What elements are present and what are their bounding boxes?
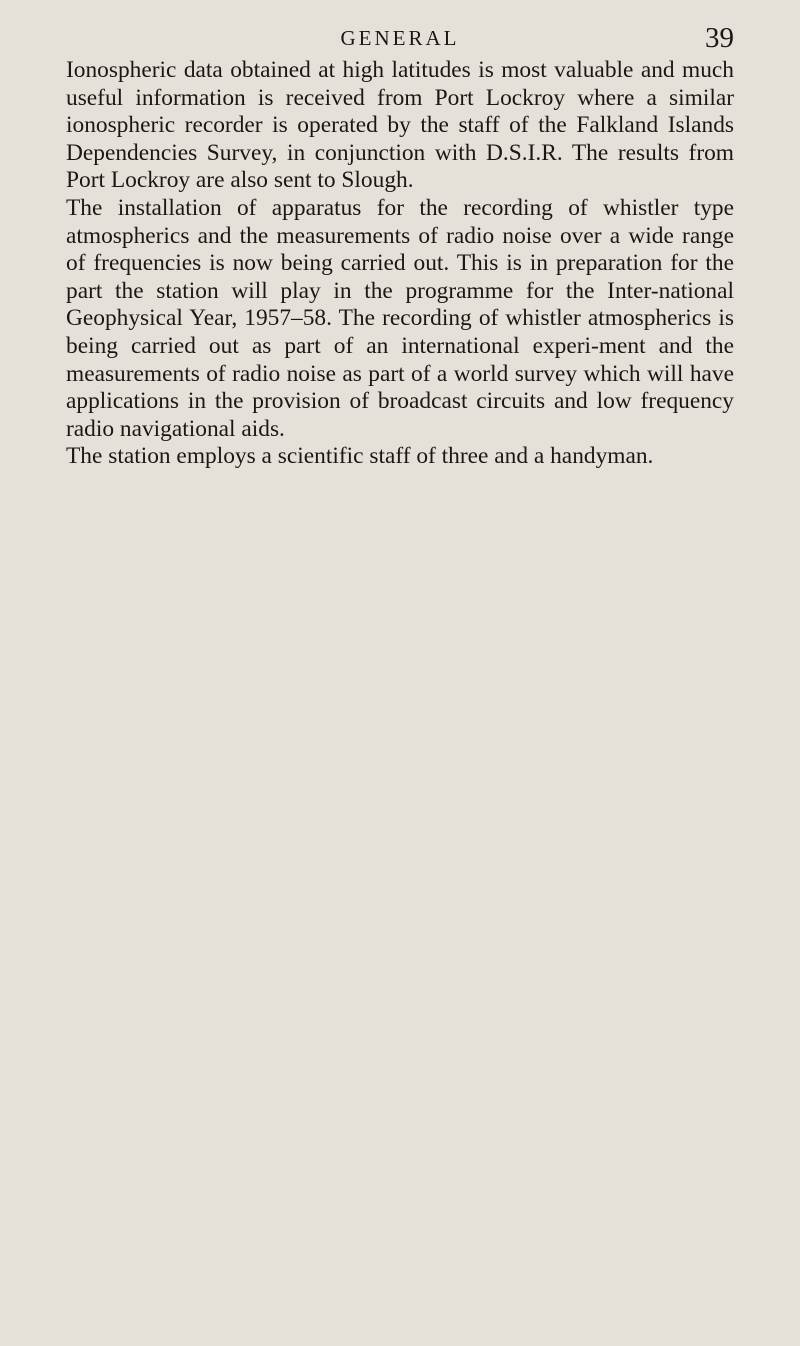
- paragraph-whistler-installation: The installation of apparatus for the recording of whistler type atmospherics and the measurements of radio noise over a wide range of frequencies is now being carried out. This is in preparation for the part the station will play in the programme for the Inter-national Geophysical Year, 1957–58. The recording of whistler atmospherics is being carried out as part of an international experi-ment and the measurements of radio noise as part of a world survey which will have applications in the provision of broadcast circuits and low frequency radio navigational aids.: [66, 194, 734, 442]
- paragraph-ionospheric-data: Ionospheric data obtained at high latitudes is most valuable and much useful information is received from Port Lockroy where a similar ionospheric recorder is operated by the staff of the Falkland Islands Dependencies Survey, in conjunction with D.S.I.R. The results from Port Lockroy are also sent to Slough.: [66, 57, 734, 194]
- paragraph-station-staff: The station employs a scientific staff of three and a handyman.: [66, 443, 654, 470]
- running-head: [66, 22, 734, 58]
- page-number: 39: [705, 22, 734, 54]
- running-title: GENERAL: [340, 26, 460, 50]
- body-text: [66, 57, 734, 471]
